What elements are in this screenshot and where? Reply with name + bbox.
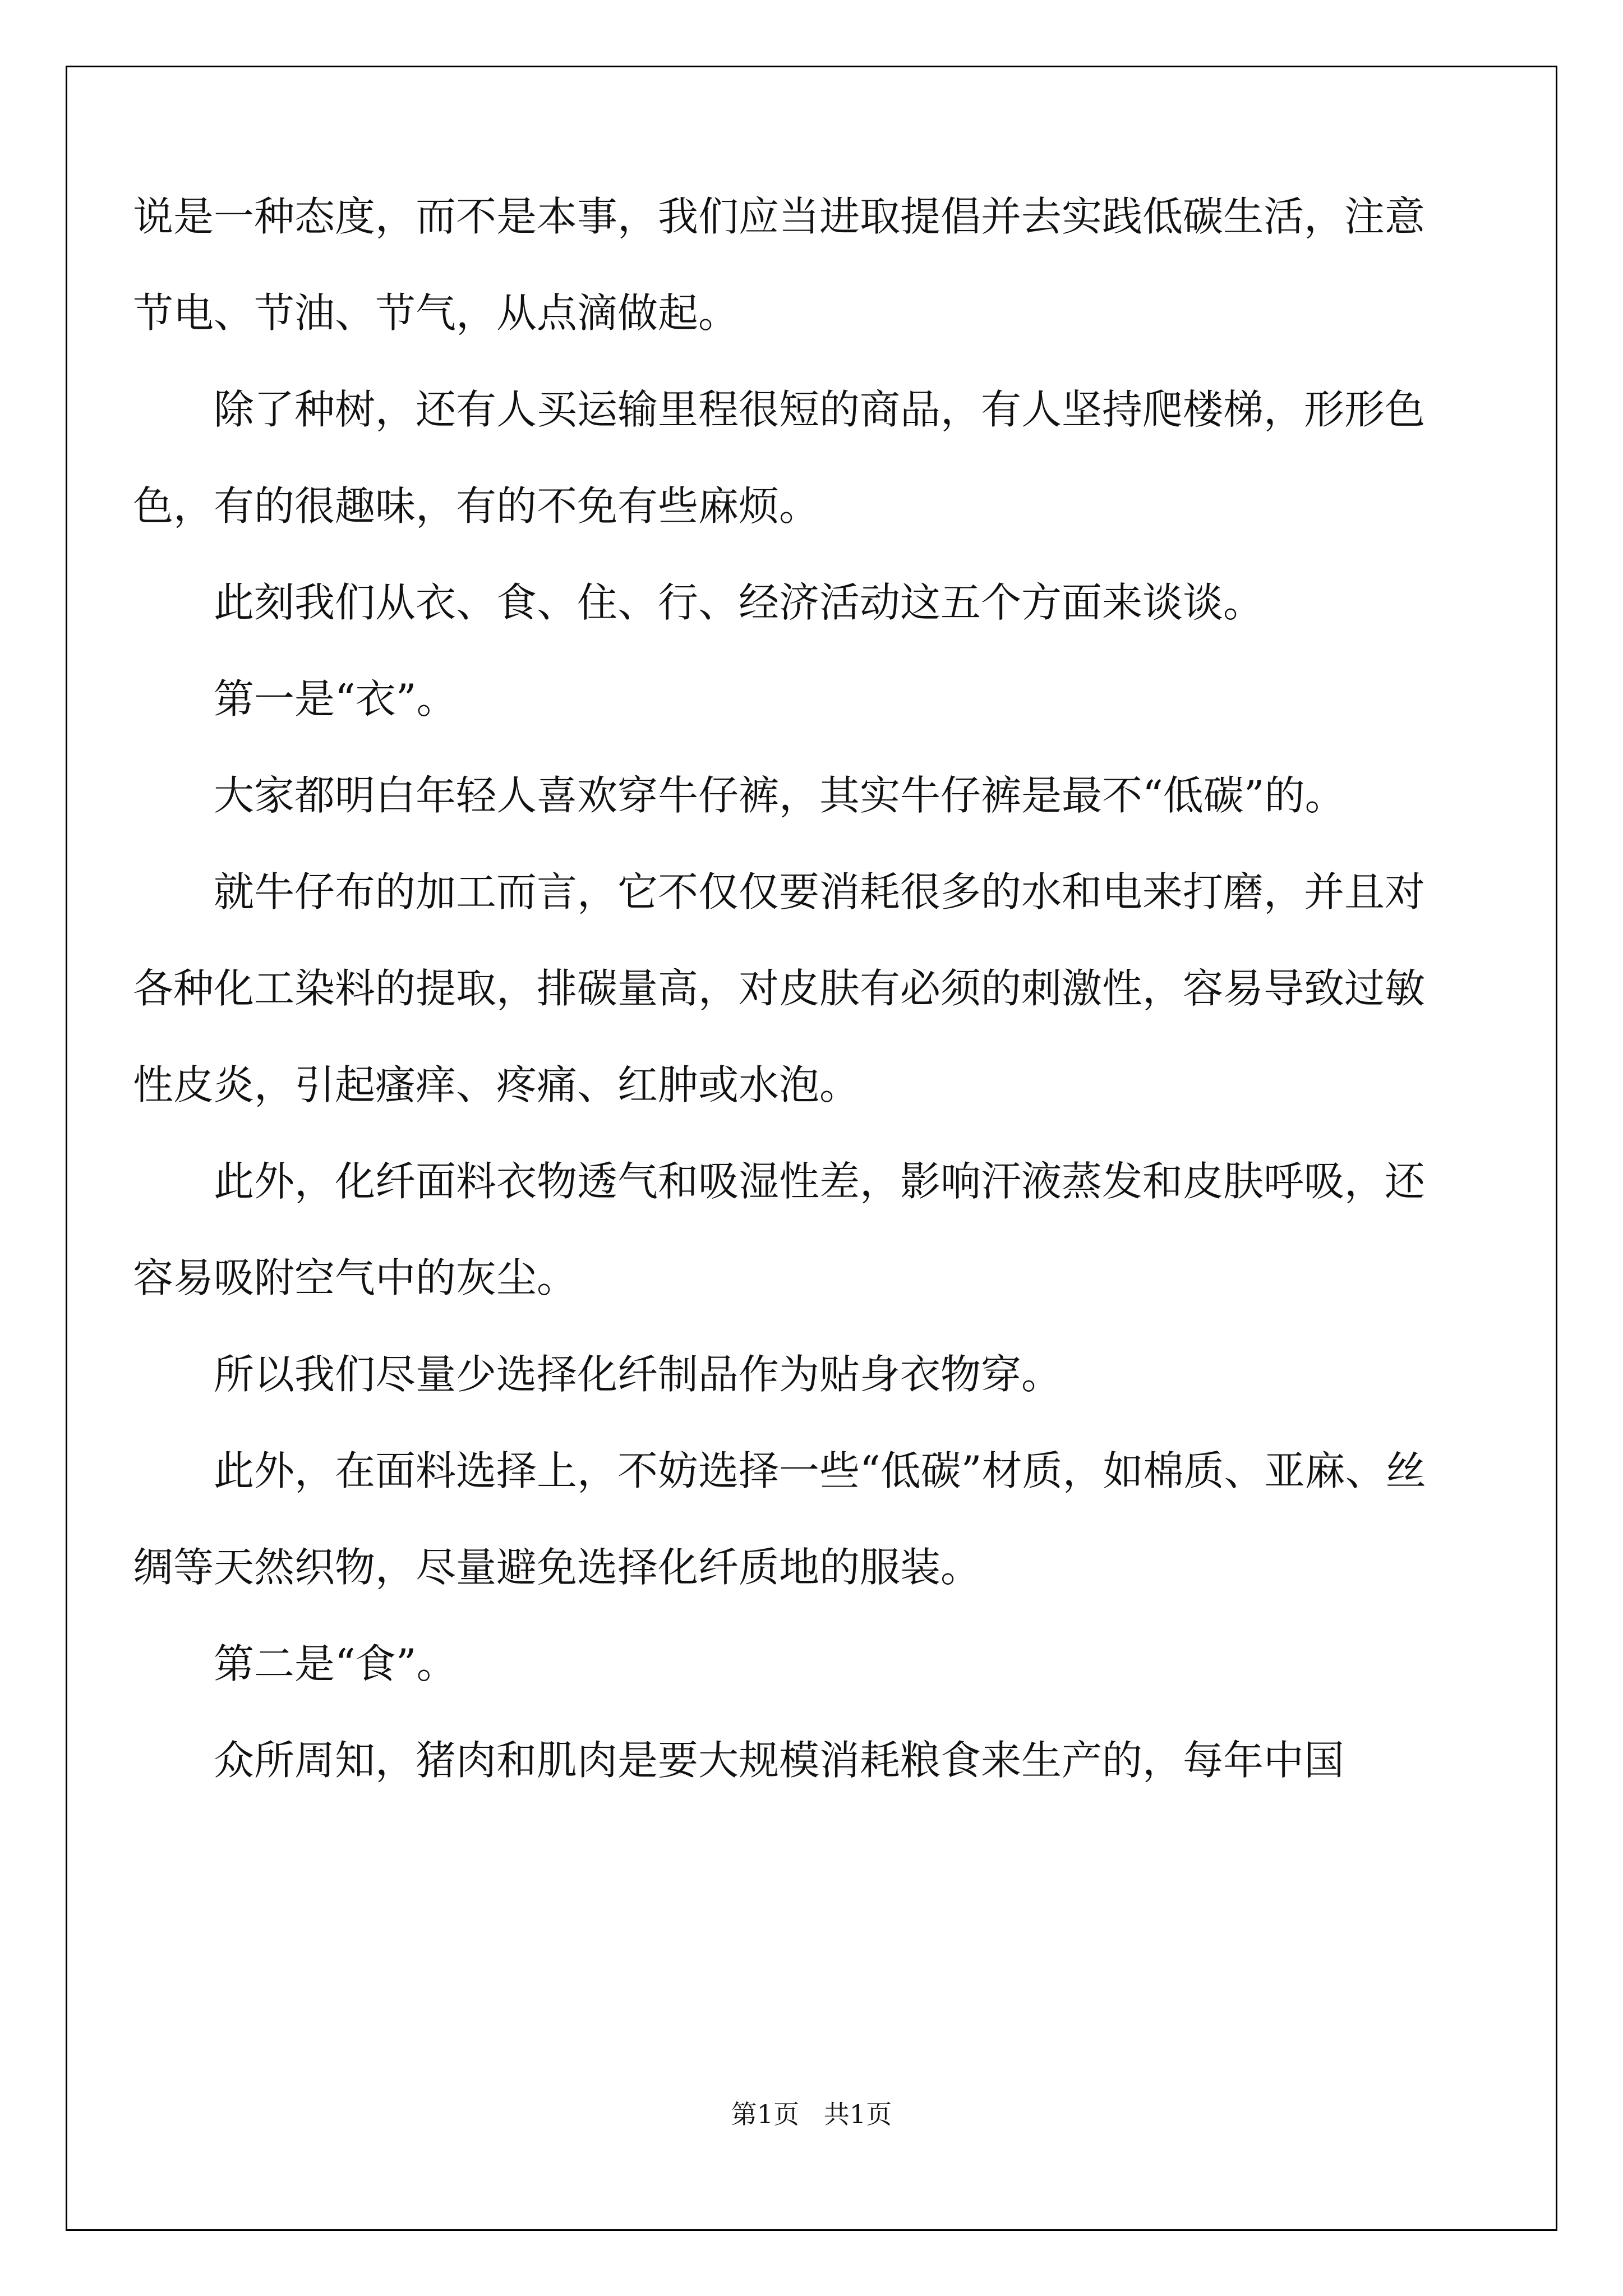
paragraph-11: 众所周知，猪肉和肌肉是要大规模消耗粮食来生产的，每年中国 xyxy=(214,1737,1345,1784)
paragraph-4: 第一是“衣”。 xyxy=(214,675,457,723)
paragraph-6: 就牛仔布的加工而言，它不仅仅要消耗很多的水和电来打磨，并且对各种化工染料的提取，排碳量高，对皮肤有必须的刺激性，容易导致过敏性皮炎，引起瘙痒、疼痛、红肿或水泡。 xyxy=(133,868,1426,1108)
paragraph-7: 此外，化纤面料衣物透气和吸湿性差，影响汗液蒸发和皮肤呼吸，还容易吸附空气中的灰尘。 xyxy=(133,1158,1426,1301)
paragraph-5: 大家都明白年轻人喜欢穿牛仔裤，其实牛仔裤是最不“低碳”的。 xyxy=(214,772,1345,819)
page-footer: 第1页 共1页 xyxy=(731,2099,892,2129)
paragraph-8: 所以我们尽量少选择化纤制品作为贴身衣物穿。 xyxy=(214,1351,1062,1398)
paragraph-10: 第二是“食”。 xyxy=(214,1640,457,1687)
document-body xyxy=(133,168,1456,1809)
paragraph-1: 说是一种态度，而不是本事，我们应当进取提倡并去实践低碳生活，注意节电、节油、节气，从点滴做起。 xyxy=(133,193,1426,337)
paragraph-3: 此刻我们从衣、食、住、行、经济活动这五个方面来谈谈。 xyxy=(214,579,1264,626)
paragraph-9: 此外，在面料选择上，不妨选择一些“低碳”材质，如棉质、亚麻、丝绸等天然织物，尽量避免选择化纤质地的服装。 xyxy=(133,1447,1426,1591)
paragraph-2: 除了种树，还有人买运输里程很短的商品，有人坚持爬楼梯，形形色色，有的很趣味，有的不免有些麻烦。 xyxy=(133,386,1426,530)
